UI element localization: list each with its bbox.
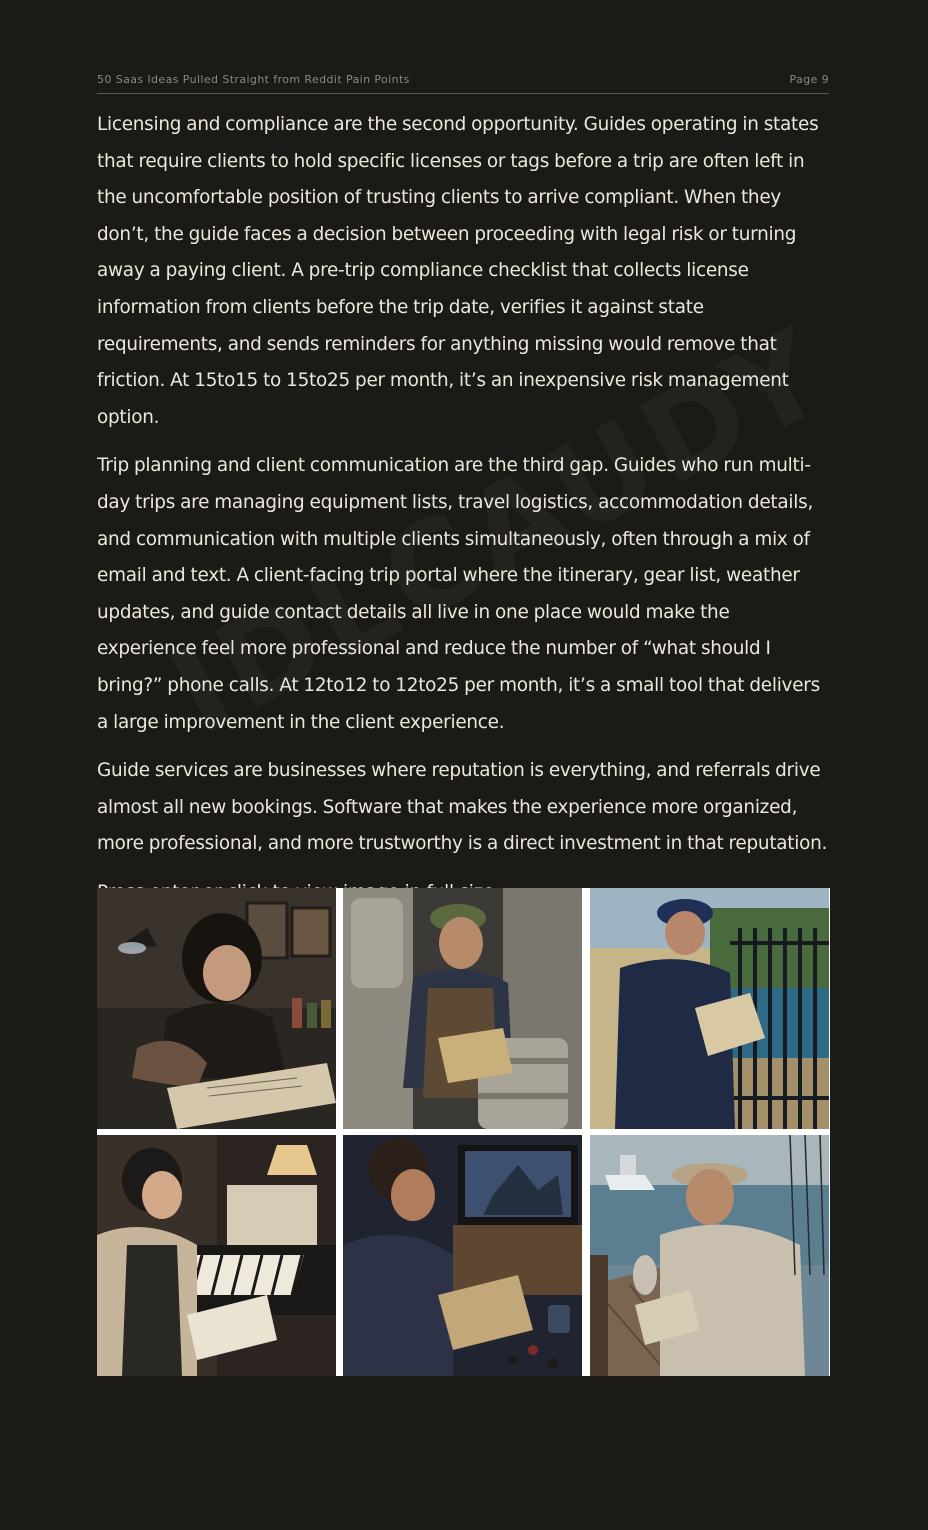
piano-teacher-image[interactable]	[97, 1135, 336, 1376]
tattoo-artist-image[interactable]	[97, 888, 336, 1129]
image-grid[interactable]	[97, 888, 830, 1376]
paragraph-trip-planning: Trip planning and client communication are the third gap. Guides who run multi-day trips are managing equipment lists, travel logistics, accommodation details, and communication with multiple clients simultaneously, often through a mix of email and text. A client-facing trip portal where the itinerary, gear list, weather updates, and guide contact details all live in one place would make the experience feel more professional and reduce the number of “what should I bring?” phone calls. At 12to12 to 12to25 per month, it’s a small tool that delivers a large improvement in the client experience.	[97, 455, 820, 733]
paragraph-reputation: Guide services are businesses where reputation is everything, and referrals drive almost all new bookings. Software that makes the experience more organized, more professional, and more trustworthy is a direct investment in that reputation.	[97, 760, 828, 855]
brewer-keg-image[interactable]	[343, 888, 582, 1129]
pool-inspector-image[interactable]	[590, 888, 829, 1129]
running-header	[97, 73, 829, 94]
paragraph-licensing: Licensing and compliance are the second opportunity. Guides operating in states that require clients to hold specific licenses or tags before a trip are often left in the uncomfortable position of trusting clients to arrive compliant. When they don’t, the guide faces a decision between proceeding with legal risk or turning away a paying client. A pre-trip compliance checklist that collects license information from clients before the trip date, verifies it against state requirements, and sends reminders for anything missing would remove that friction. At 15to15 to 15to25 per month, it’s an inexpensive risk management option.	[97, 114, 819, 428]
fishing-guide-image[interactable]	[590, 1135, 829, 1376]
game-master-image[interactable]	[343, 1135, 582, 1376]
page-number: Page 9	[789, 73, 829, 86]
document-title: 50 Saas Ideas Pulled Straight from Reddit Pain Points	[97, 73, 410, 86]
body-text	[97, 107, 831, 911]
